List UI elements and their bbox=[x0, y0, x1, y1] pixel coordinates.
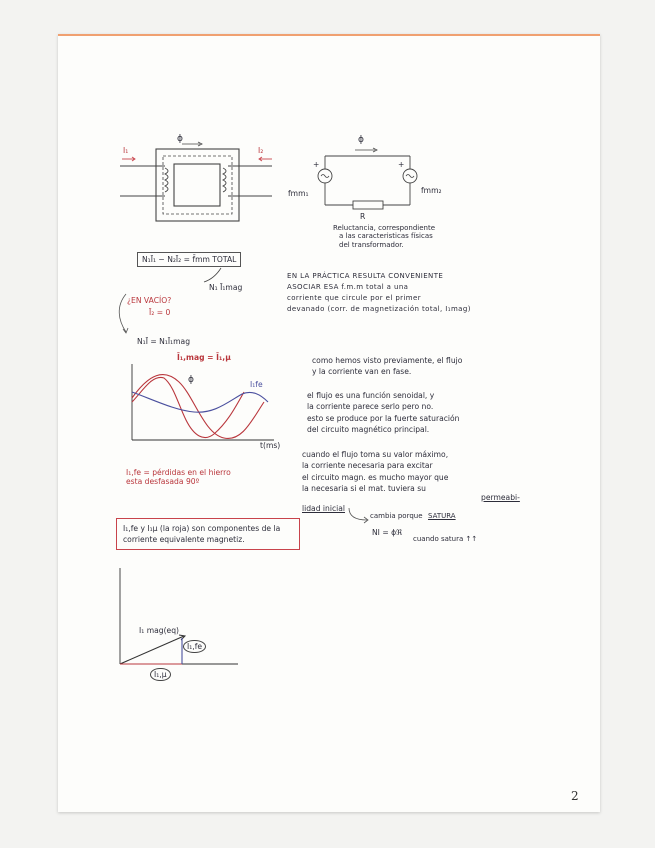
flux-curve bbox=[132, 375, 264, 439]
transformer-i2-label: I₂ bbox=[258, 146, 264, 155]
equivalent-circuit bbox=[315, 140, 425, 220]
circuit-caption-line: del transformador. bbox=[339, 240, 404, 249]
phasor-diagram bbox=[116, 566, 246, 676]
transformer-flux-label: ϕ bbox=[177, 134, 183, 144]
circuit-flux-label: ϕ bbox=[358, 135, 364, 145]
page-number: 2 bbox=[571, 789, 579, 803]
circuit-fmm1-label: fmm₁ bbox=[288, 189, 309, 198]
saturation-formula: NI = ϕℜ bbox=[372, 528, 403, 537]
phasor-fe-label: I₁,fe bbox=[183, 640, 206, 653]
note-line: el circuito magn. es mucho mayor que bbox=[302, 472, 449, 482]
permeability-word: permeabi- bbox=[481, 493, 520, 502]
note-flux-max bbox=[302, 449, 448, 495]
note-flux-phase bbox=[312, 355, 462, 378]
note-line: y la corriente van en fase. bbox=[312, 367, 412, 377]
note-line: la corriente parece serlo pero no. bbox=[307, 402, 434, 412]
note-line: esto se produce por la fuerte saturación bbox=[307, 413, 460, 423]
equation-mag: N₁ Ī₁mag bbox=[209, 283, 243, 292]
note-line: devanado (corr. de magnetización total, I₁mag) bbox=[287, 304, 471, 313]
waveform-graph bbox=[124, 362, 284, 452]
note-line: cuando el flujo toma su valor máximo, bbox=[302, 450, 449, 459]
saturation-word: SATURA bbox=[428, 512, 456, 520]
note-line: la necesaria si el mat. tuviera su bbox=[302, 484, 426, 494]
note-loss-line-1: I₁,fe = pérdidas en el hierro bbox=[126, 468, 231, 477]
note-line: la corriente necesaria para excitar bbox=[302, 461, 433, 471]
circuit-caption-line: Reluctancia, correspondiente bbox=[333, 224, 435, 232]
saturation-text: cambia porque bbox=[370, 512, 423, 520]
circuit-plus-1: + bbox=[313, 160, 320, 169]
transformer-i1-label: I₁ bbox=[123, 146, 129, 155]
circuit-caption bbox=[333, 224, 435, 249]
permeability-word-2: lidad inicial bbox=[302, 504, 346, 513]
vacio-arrow bbox=[112, 290, 142, 336]
circuit-resistor-label: R bbox=[360, 212, 366, 221]
note-practice bbox=[287, 271, 471, 314]
note-loss bbox=[126, 468, 231, 487]
equation-vacio: N₁Ī = N₁Ī₁mag bbox=[137, 337, 191, 346]
note-flux-sine bbox=[307, 390, 459, 436]
note-line: del circuito magnético principal. bbox=[307, 425, 430, 435]
saturation-note: cuando satura ↑↑ bbox=[413, 535, 478, 543]
circuit-caption-line: a las caracteristicas físicas bbox=[339, 232, 433, 241]
graph-phi-label: ϕ bbox=[188, 375, 194, 385]
graph-ife-label: I₁fe bbox=[250, 380, 263, 389]
arrow-to-mag bbox=[196, 266, 236, 286]
note-line: corriente que circule por el primer bbox=[287, 293, 421, 302]
note-line: ASOCIAR ESA f.m.m total a una bbox=[287, 282, 409, 291]
note-line: como hemos visto previamente, el flujo bbox=[312, 356, 463, 365]
phasor-mag-label: I₁ mag(eq) bbox=[139, 626, 179, 635]
note-line: EN LA PRÁCTICA RESULTA CONVENIENTE bbox=[287, 272, 444, 280]
graph-mag-label: Ī₁,mag = Ī₁,μ bbox=[177, 353, 231, 362]
current-mag-curve bbox=[132, 377, 244, 437]
vacio-i2-zero: Ī₂ = 0 bbox=[149, 308, 171, 317]
current-fe-curve bbox=[132, 392, 268, 412]
circuit-fmm2-label: fmm₂ bbox=[421, 186, 442, 195]
note-loss-line-2: esta desfasada 90º bbox=[126, 477, 200, 487]
phasor-mu-label: I₁,μ bbox=[150, 668, 171, 681]
components-box: I₁,fe y I₁μ (la roja) son componentes de la corriente equivalente magnetiz. bbox=[116, 518, 300, 550]
equation-total-box: N₁Ī₁ − N₂Ī₂ = f̄mm TOTAL bbox=[137, 252, 241, 267]
vacio-question: ¿EN VACÍO? bbox=[127, 296, 172, 305]
graph-xlabel: t(ms) bbox=[260, 441, 281, 450]
transformer-diagram bbox=[120, 138, 280, 228]
circuit-plus-2: + bbox=[398, 160, 405, 169]
phasor-mag-vector bbox=[120, 636, 184, 664]
note-line: el flujo es una función senoidal, y bbox=[307, 391, 435, 400]
